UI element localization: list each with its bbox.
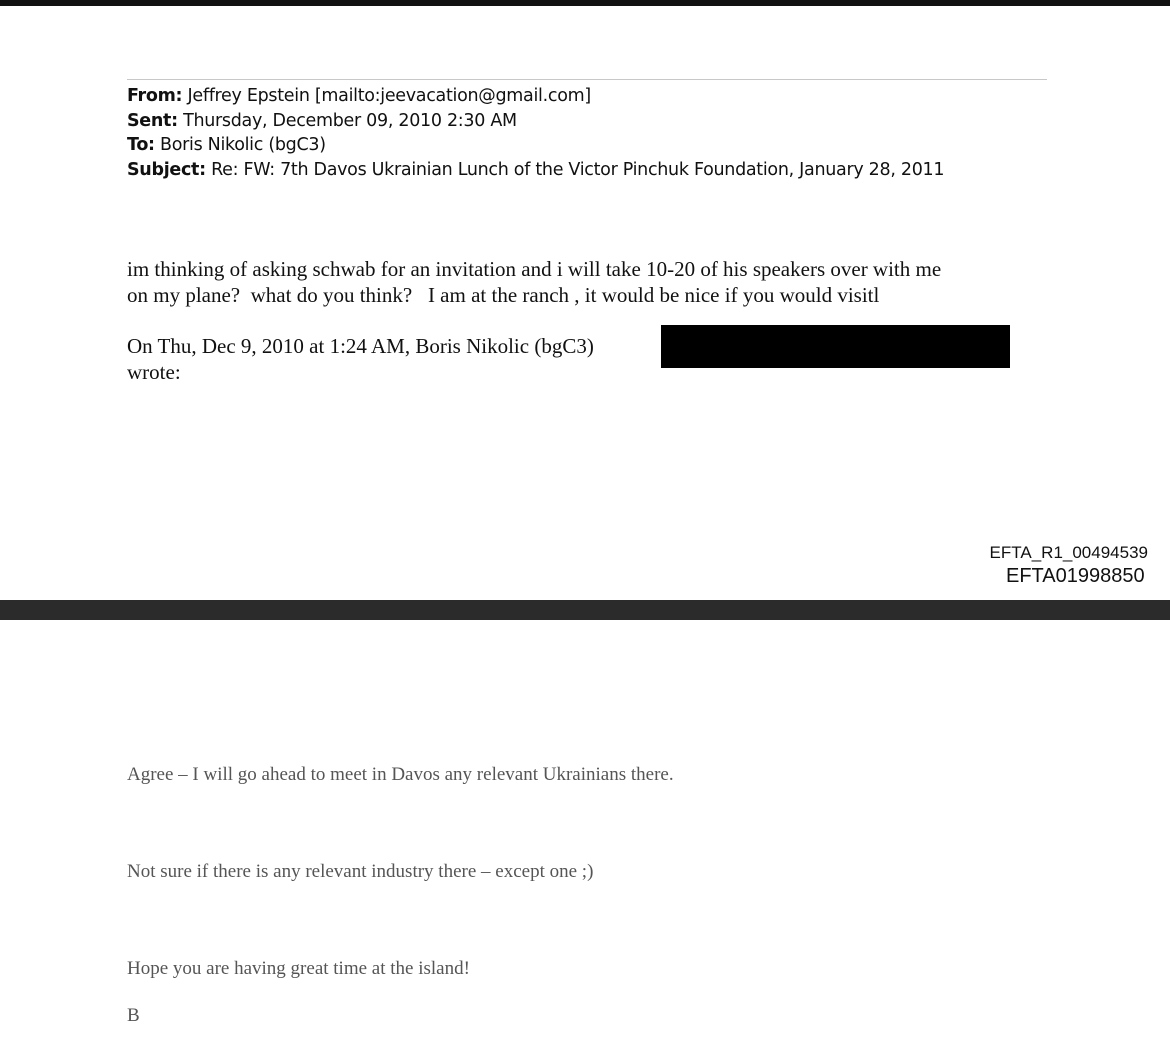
quote-line-1: On Thu, Dec 9, 2010 at 1:24 AM, Boris Nikolic (bgC3) bbox=[127, 334, 594, 358]
sent-label: Sent: bbox=[127, 110, 178, 131]
subject-line bbox=[127, 158, 944, 183]
reply-paragraph-2: Not sure if there is any relevant industry there – except one ;) bbox=[127, 861, 594, 882]
subject-label: Subject: bbox=[127, 159, 206, 180]
to-line bbox=[127, 133, 944, 158]
efta-main-stamp: EFTA01998850 bbox=[1006, 565, 1145, 587]
body-line-1: im thinking of asking schwab for an invitation and i will take 10-20 of his speakers over with me bbox=[127, 257, 942, 281]
reply-signoff: B bbox=[127, 1005, 140, 1026]
to-label: To: bbox=[127, 135, 155, 155]
reply-paragraph-1: Agree – I will go ahead to meet in Davos any relevant Ukrainians there. bbox=[127, 764, 674, 785]
from-line bbox=[127, 84, 944, 109]
email-body bbox=[127, 256, 1047, 308]
from-value: Jeffrey Epstein [mailto:jeevacation@gmail.com] bbox=[187, 86, 591, 106]
to-value: Boris Nikolic (bgC3) bbox=[160, 135, 326, 155]
sent-value: Thursday, December 09, 2010 2:30 AM bbox=[183, 110, 517, 131]
header-divider bbox=[127, 79, 1047, 80]
from-label: From: bbox=[127, 86, 183, 106]
reply-paragraph-3: Hope you are having great time at the island! bbox=[127, 958, 470, 979]
quote-line-2: wrote: bbox=[127, 360, 181, 384]
email-header bbox=[127, 84, 944, 182]
redaction-box bbox=[661, 325, 1010, 368]
sent-line bbox=[127, 109, 944, 134]
body-line-2: on my plane? what do you think? I am at the ranch , it would be nice if you would visitl bbox=[127, 283, 880, 307]
document-page-2 bbox=[0, 620, 1170, 1049]
subject-value: Re: FW: 7th Davos Ukrainian Lunch of the Victor Pinchuk Foundation, January 28, 2011 bbox=[211, 159, 945, 180]
page-divider bbox=[0, 600, 1170, 620]
efta-r1-stamp: EFTA_R1_00494539 bbox=[989, 543, 1148, 562]
